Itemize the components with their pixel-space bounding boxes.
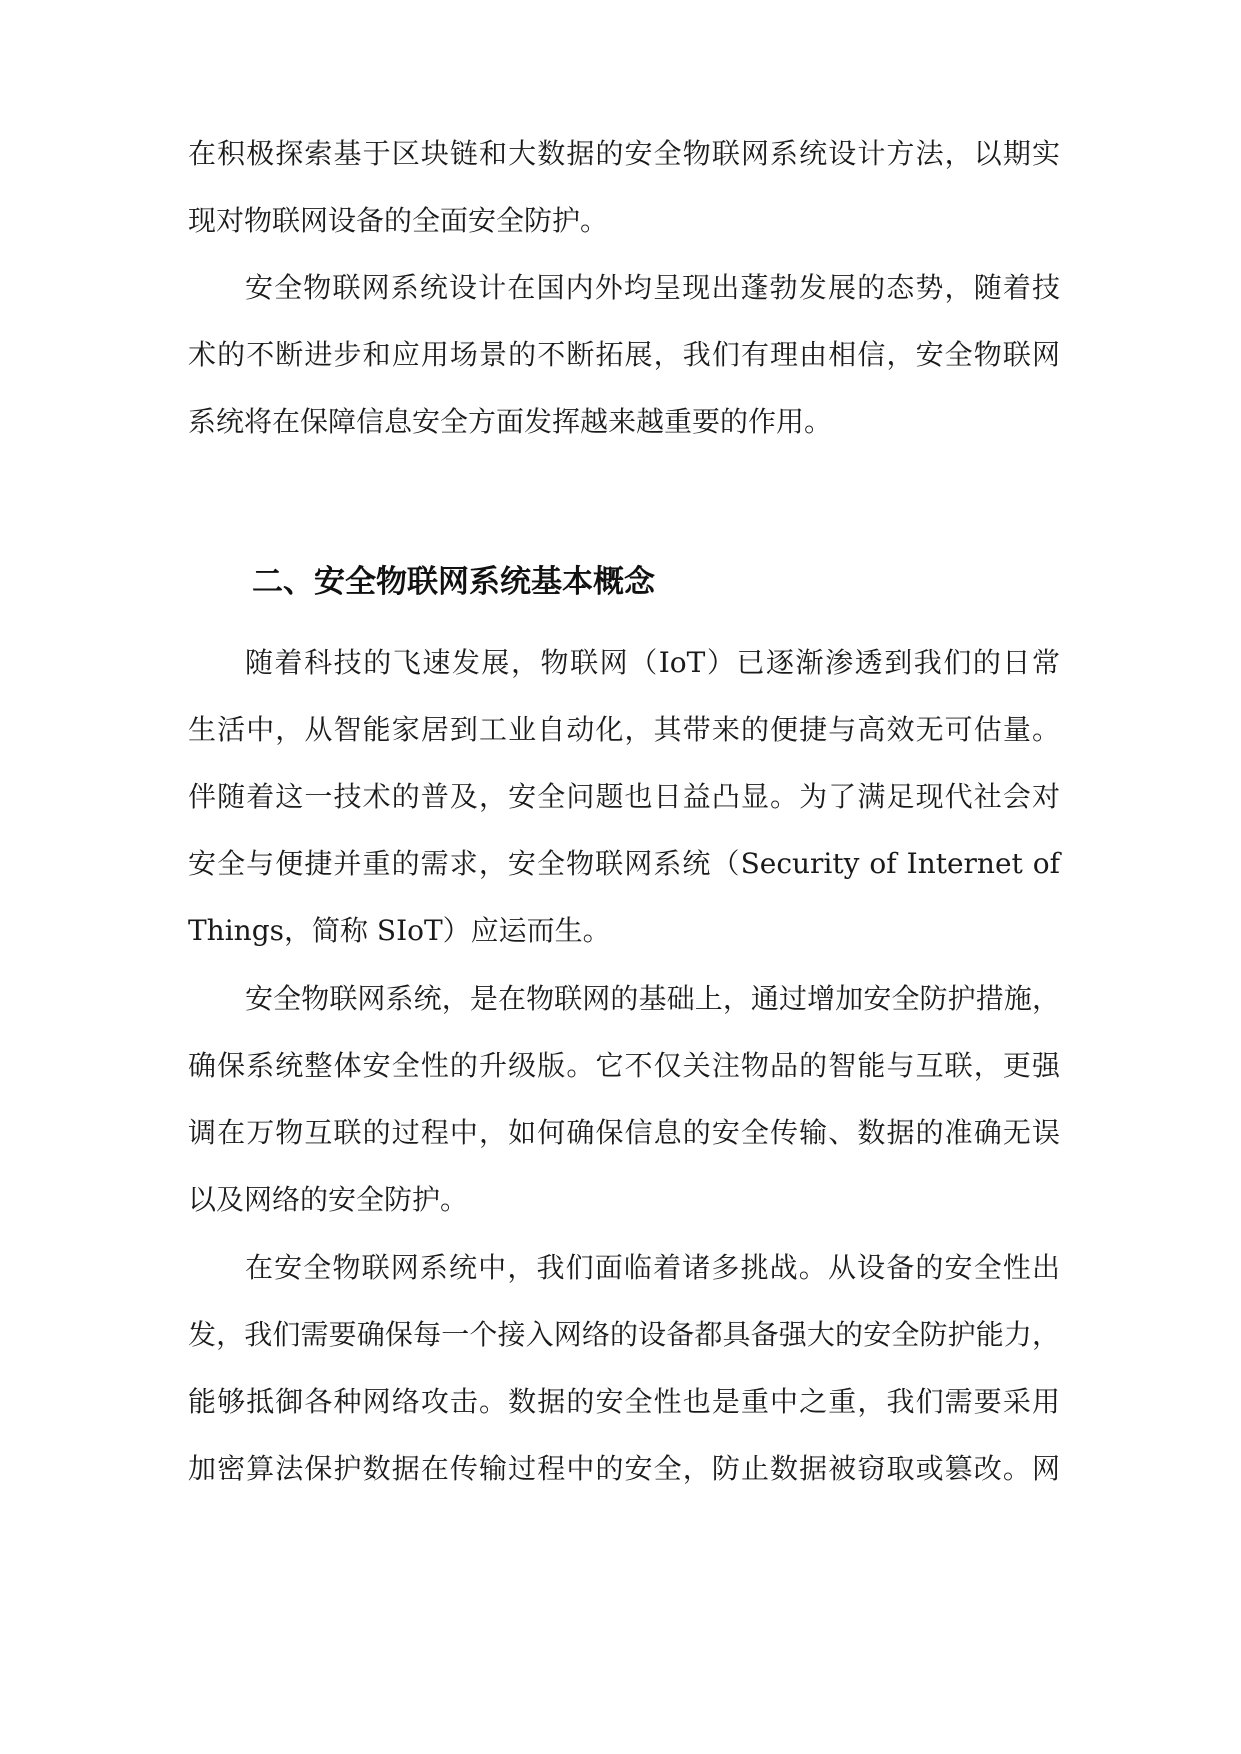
paragraph-line: 安全物联网系统，是在物联网的基础上，通过增加安全防护措施，	[245, 982, 1060, 1015]
paragraph-line: 术的不断进步和应用场景的不断拓展，我们有理由相信，安全物联网	[188, 338, 1060, 371]
paragraph-line: 伴随着这一技术的普及，安全问题也日益凸显。为了满足现代社会对	[188, 780, 1060, 813]
section-heading: 二、安全物联网系统基本概念	[252, 564, 655, 600]
paragraph-line: 安全物联网系统设计在国内外均呈现出蓬勃发展的态势，随着技	[245, 271, 1060, 304]
paragraph-line: 系统将在保障信息安全方面发挥越来越重要的作用。	[188, 405, 833, 438]
paragraph-line: 在积极探索基于区块链和大数据的安全物联网系统设计方法，以期实	[188, 137, 1060, 170]
paragraph-line: 生活中，从智能家居到工业自动化，其带来的便捷与高效无可估量。	[188, 713, 1060, 746]
paragraph-line: 调在万物互联的过程中，如何确保信息的安全传输、数据的准确无误	[188, 1116, 1060, 1149]
paragraph-line: 安全与便捷并重的需求，安全物联网系统（Security of Internet of	[188, 847, 1060, 880]
paragraph-line: 现对物联网设备的全面安全防护。	[188, 204, 609, 237]
paragraph-line: 在安全物联网系统中，我们面临着诸多挑战。从设备的安全性出	[245, 1251, 1060, 1284]
paragraph-line: 确保系统整体安全性的升级版。它不仅关注物品的智能与互联，更强	[188, 1049, 1060, 1082]
paragraph-line: 发，我们需要确保每一个接入网络的设备都具备强大的安全防护能力，	[188, 1318, 1060, 1351]
paragraph-line: 能够抵御各种网络攻击。数据的安全性也是重中之重，我们需要采用	[188, 1385, 1060, 1418]
paragraph-line: 以及网络的安全防护。	[188, 1183, 469, 1216]
paragraph-line: 随着科技的飞速发展，物联网（IoT）已逐渐渗透到我们的日常	[245, 646, 1060, 679]
paragraph-line: Things，简称 SIoT）应运而生。	[188, 914, 611, 947]
paragraph-line: 加密算法保护数据在传输过程中的安全，防止数据被窃取或篡改。网	[188, 1452, 1060, 1485]
